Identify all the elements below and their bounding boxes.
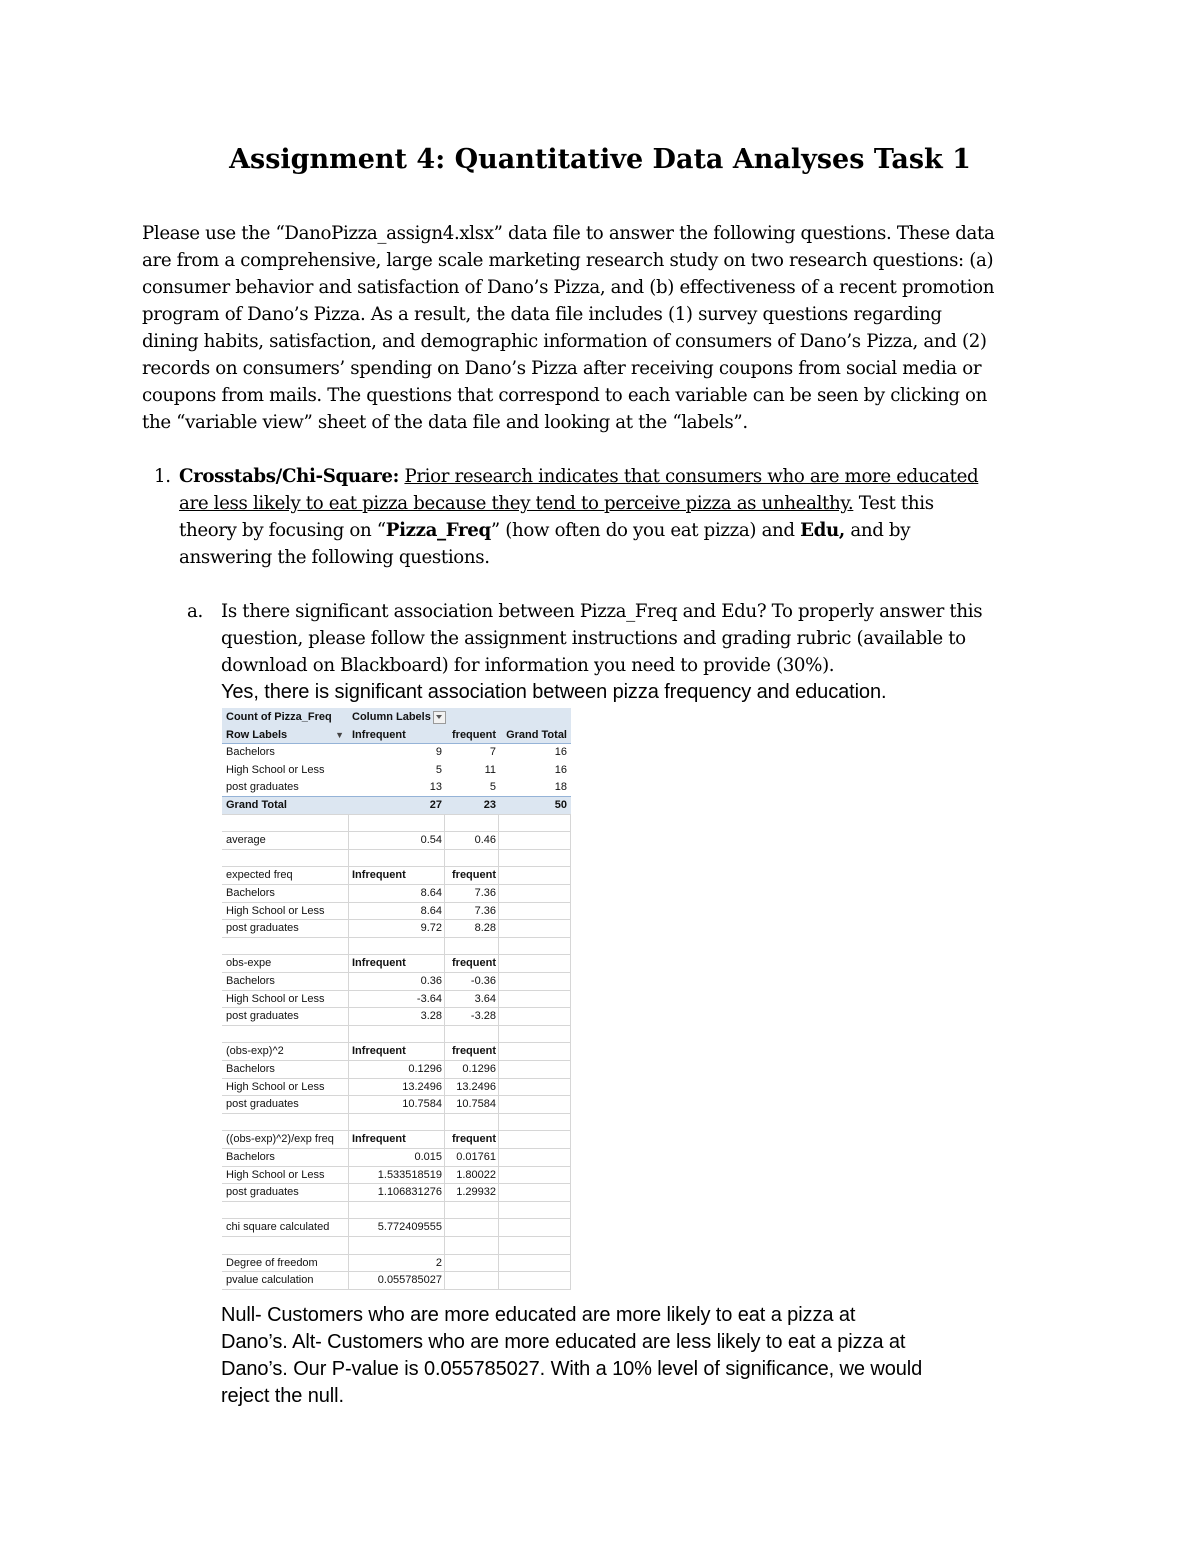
intro-line: coupons from mails. The questions that correspond to each variable can be seen by clicking on [142, 385, 988, 406]
table-cell: 0.1296 [408, 1063, 442, 1075]
underlined-text: are less likely to eat pizza because they tend to perceive pizza as unhealthy. [179, 493, 854, 514]
row-label: Bachelors [226, 975, 275, 987]
row-label: Bachelors [226, 1063, 275, 1075]
row-label: Bachelors [226, 746, 275, 759]
pvalue-label: pvalue calculation [226, 1274, 314, 1287]
grand-total-cell: 23 [483, 799, 496, 811]
grand-total-label: Grand Total [226, 799, 287, 811]
col-header: frequent [452, 957, 496, 970]
underlined-text: Prior research indicates that consumers who are more educated [404, 466, 979, 487]
col-header: Infrequent [352, 728, 406, 741]
grid-vline [498, 814, 499, 1289]
col-header: Infrequent [352, 1045, 406, 1058]
average-cell: 0.46 [474, 834, 496, 847]
intro-paragraph [142, 220, 1057, 436]
row-label: High School or Less [226, 1168, 325, 1181]
intro-line: the “variable view” sheet of the data file and looking at the “labels”. [142, 412, 748, 433]
table-cell: -3.64 [416, 992, 442, 1005]
variable-name: Pizza_Freq [385, 520, 491, 541]
table-cell: 13.2496 [456, 1080, 496, 1093]
table-cell: 10.7584 [402, 1098, 442, 1111]
table-cell: 16 [554, 746, 567, 759]
column-labels-header[interactable]: Column Labels [352, 709, 462, 727]
table-cell: 9.72 [420, 922, 442, 935]
dof-label: Degree of freedom [226, 1256, 318, 1269]
table-cell: 0.36 [420, 975, 442, 987]
row-label: High School or Less [226, 763, 325, 776]
pivot-corner-label: Count of Pizza_Freq [226, 711, 332, 723]
table-cell: 1.29932 [456, 1186, 496, 1199]
intro-line: dining habits, satisfaction, and demographic information of consumers of Dano’s Pizza, and (2) [142, 331, 987, 352]
grid-vline [570, 814, 571, 1289]
filter-icon[interactable] [433, 711, 446, 724]
intro-line: consumer behavior and satisfaction of Dano’s Pizza, and (b) effectiveness of a recent promotion [142, 277, 995, 298]
table-cell: 1.80022 [456, 1168, 496, 1181]
table-cell: 7.36 [474, 887, 496, 899]
grand-total-cell: 27 [429, 799, 442, 811]
table-cell: 8.28 [474, 922, 496, 935]
intro-line: records on consumers’ spending on Dano’s Pizza after receiving coupons from social media or [142, 358, 982, 379]
col-header: Grand Total [506, 728, 567, 741]
col-header: frequent [452, 1133, 496, 1146]
intro-line: program of Dano’s Pizza. As a result, the data file includes (1) survey questions regarding [142, 304, 942, 325]
pvalue-value: 0.055785027 [377, 1274, 442, 1287]
table-cell: 10.7584 [456, 1098, 496, 1111]
row-label: post graduates [226, 922, 299, 935]
block-title: ((obs-exp)^2)/exp freq [226, 1133, 334, 1146]
table-cell: 16 [554, 763, 567, 776]
table-cell: 8.64 [420, 887, 442, 899]
block-title: obs-expe [226, 957, 272, 970]
subquestion-line: Is there significant association between Pizza_Freq and Edu? To properly answer this [221, 601, 983, 622]
table-cell: 13 [429, 781, 442, 794]
subquestion-line: question, please follow the assignment instructions and grading rubric (available to [221, 628, 966, 649]
grand-total-cell: 50 [554, 799, 567, 811]
question-1a [187, 598, 1057, 679]
row-labels-header[interactable]: Row Labels ▼ [226, 727, 346, 745]
question-number: 1. [154, 466, 171, 487]
table-cell: 8.64 [420, 904, 442, 917]
row-label: post graduates [226, 1010, 299, 1023]
variable-name: Edu, [800, 520, 845, 541]
row-label: post graduates [226, 1186, 299, 1199]
table-cell: 3.64 [474, 992, 496, 1005]
average-label: average [226, 834, 266, 847]
table-cell: 5 [435, 763, 442, 776]
question-text: answering the following questions. [179, 547, 490, 568]
table-cell: -0.36 [470, 975, 496, 987]
average-cell: 0.54 [420, 834, 442, 847]
col-header: frequent [452, 728, 496, 741]
conclusion-line: Null- Customers who are more educated are more likely to eat a pizza at [221, 1304, 856, 1326]
col-header: Infrequent [352, 1133, 406, 1146]
question-1 [142, 463, 1057, 571]
block-title: expected freq [226, 869, 293, 882]
col-header: frequent [452, 869, 496, 882]
table-cell: 3.28 [420, 1010, 442, 1023]
table-cell: 11 [484, 763, 496, 776]
conclusion-line: reject the null. [221, 1385, 344, 1407]
table-cell: 5 [489, 781, 496, 794]
grid-vline [348, 814, 349, 1289]
subquestion-letter: a. [187, 601, 203, 622]
table-cell: 0.015 [414, 1151, 442, 1163]
col-header: frequent [452, 1045, 496, 1058]
col-header: Infrequent [352, 869, 406, 882]
col-header: Infrequent [352, 957, 406, 970]
sort-filter-icon[interactable]: ▼ [335, 729, 344, 740]
table-cell: 13.2496 [402, 1080, 442, 1093]
question-text: ” (how often do you eat pizza) and [490, 520, 801, 541]
intro-line: are from a comprehensive, large scale marketing research study on two research questions: (a) [142, 250, 994, 271]
subquestion-line: download on Blackboard) for information you need to provide (30%). [221, 655, 835, 676]
question-text: Test this [853, 493, 934, 514]
answer-text: Yes, there is significant association between pizza frequency and education. [221, 681, 887, 703]
row-label: post graduates [226, 781, 299, 794]
conclusion-paragraph [221, 1302, 1071, 1410]
question-text: theory by focusing on “ [179, 520, 386, 541]
chi-square-label: chi square calculated [226, 1221, 330, 1234]
page-title: Assignment 4: Quantitative Data Analyses Task 1 [229, 144, 971, 175]
conclusion-line: Dano’s. Our P-value is 0.055785027. With a 10% level of significance, we would [221, 1358, 923, 1380]
table-cell: 9 [435, 746, 442, 759]
row-label: post graduates [226, 1098, 299, 1111]
table-cell: 0.01761 [456, 1151, 496, 1163]
row-label: Bachelors [226, 1151, 275, 1163]
question-text: and by [844, 520, 911, 541]
row-label: High School or Less [226, 904, 325, 917]
conclusion-line: Dano’s. Alt- Customers who are more educated are less likely to eat a pizza at [221, 1331, 906, 1353]
dof-value: 2 [435, 1256, 442, 1269]
question-heading: Crosstabs/Chi-Square: [179, 466, 399, 487]
table-cell: 1.533518519 [377, 1168, 442, 1181]
chi-square-value: 5.772409555 [377, 1221, 442, 1234]
table-cell: 1.106831276 [377, 1186, 442, 1199]
table-cell: 18 [554, 781, 567, 794]
table-cell: 0.1296 [462, 1063, 496, 1075]
intro-line: Please use the “DanoPizza_assign4.xlsx” data file to answer the following questions. These data [142, 223, 995, 244]
table-cell: 7.36 [474, 904, 496, 917]
row-label: High School or Less [226, 1080, 325, 1093]
spreadsheet-image [222, 708, 571, 1294]
row-label: High School or Less [226, 992, 325, 1005]
table-cell: -3.28 [470, 1010, 496, 1023]
table-cell: 7 [489, 746, 496, 759]
block-title: (obs-exp)^2 [226, 1045, 284, 1058]
row-label: Bachelors [226, 887, 275, 899]
